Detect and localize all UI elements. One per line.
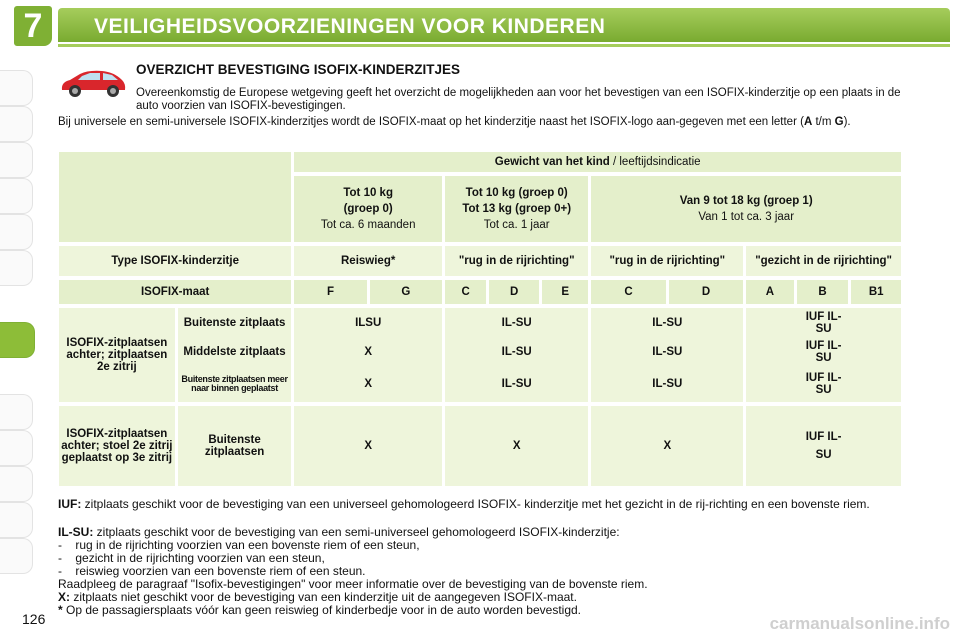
bullet-item: - reiswieg voorzien van een bovenste riem of een steun. bbox=[58, 564, 366, 578]
type-rear-facing-1: "rug in de rijrichting" bbox=[591, 246, 743, 276]
size-cell: D bbox=[489, 280, 539, 304]
row1-label: ISOFIX-zitplaatsen achter; zitplaatsen 2e zitrij bbox=[59, 308, 175, 402]
car-icon bbox=[58, 66, 128, 100]
bullet-item: - gezicht in de rijrichting voorzien van een steun, bbox=[58, 551, 325, 565]
chapter-tab[interactable] bbox=[0, 430, 33, 466]
row2-value-1: X bbox=[445, 406, 588, 486]
chapter-tabs bbox=[0, 70, 34, 590]
intro-paragraph: Overeenkomstig de Europese wetgeving geeft het overzicht de mogelijkheden aan voor het bevestigen van een ISOFIX-kinderzitje op een plaats in de auto voorzien van ISOFIX-bevestigingen. bbox=[136, 87, 901, 112]
note-iuf: IUF: zitplaats geschikt voor de bevestiging van een universeel gehomologeerd ISOFIX- kinderzitje met het gezicht in de rij-richting en een bovenste riem. bbox=[58, 497, 870, 511]
row2-value-3: IUF IL-SU bbox=[746, 406, 901, 486]
page-number: 126 bbox=[22, 611, 46, 627]
size-label: ISOFIX-maat bbox=[59, 280, 291, 304]
bullet-item: - rug in de rijrichting voorzien van een bovenste riem of een steun, bbox=[58, 538, 420, 552]
row2-label: ISOFIX-zitplaatsen achter; stoel 2e zitrij geplaatst op 3e zitrij bbox=[59, 406, 175, 486]
chapter-number-badge: 7 bbox=[14, 6, 52, 46]
intro2-mid: t/m bbox=[812, 116, 835, 128]
note-star: * Op de passagiersplaats vóór kan geen reiswieg of kinderbedje voor in de auto worden bevestigd. bbox=[58, 603, 582, 617]
type-carrycot: Reiswieg* bbox=[294, 246, 442, 276]
size-cell: D bbox=[669, 280, 743, 304]
chapter-tab-active[interactable] bbox=[0, 322, 35, 358]
letter-g: G bbox=[834, 116, 844, 128]
note-refer: Raadpleeg de paragraaf "Isofix-bevestigingen" voor meer informatie over de bevestiging van de bovenste riem. bbox=[58, 577, 648, 591]
chapter-tab[interactable] bbox=[0, 538, 33, 574]
note-x: X: zitplaats niet geschikt voor de bevestiging van een kinderzitje uit de aangegeven ISOFIX-maat. bbox=[58, 590, 577, 604]
chapter-tab[interactable] bbox=[0, 106, 33, 142]
chapter-tab[interactable] bbox=[0, 178, 33, 214]
isofix-table bbox=[56, 148, 904, 490]
group-0-header: Tot 10 kg (groep 0) Tot ca. 6 maanden bbox=[294, 176, 442, 242]
row1-values-2: IL-SU IL-SU IL-SU bbox=[591, 308, 743, 402]
row1-subs: Buitenste zitplaats Middelste zitplaats Buitenste zitplaatsen meer naar binnen geplaatst bbox=[178, 308, 292, 402]
group-1-header: Van 9 tot 18 kg (groep 1) Van 1 tot ca. 3 jaar bbox=[591, 176, 901, 242]
chapter-tab[interactable] bbox=[0, 214, 33, 250]
size-cell: C bbox=[445, 280, 486, 304]
type-rear-facing-0: "rug in de rijrichting" bbox=[445, 246, 588, 276]
chapter-tab[interactable] bbox=[0, 502, 33, 538]
page-title: VEILIGHEIDSVOORZIENINGEN VOOR KINDEREN bbox=[94, 15, 606, 38]
title-underline bbox=[58, 44, 950, 47]
intro2-end: ). bbox=[843, 116, 851, 128]
row2-value-0: X bbox=[294, 406, 442, 486]
size-cell: B1 bbox=[851, 280, 901, 304]
row1-values-0: ILSU X X bbox=[294, 308, 442, 402]
size-cell: G bbox=[370, 280, 442, 304]
row2-value-2: X bbox=[591, 406, 743, 486]
size-cell: E bbox=[542, 280, 588, 304]
size-cell: B bbox=[797, 280, 849, 304]
chapter-tab[interactable] bbox=[0, 70, 33, 106]
letter-a: A bbox=[803, 116, 813, 128]
size-cell: A bbox=[746, 280, 794, 304]
watermark: carmanualsonline.info bbox=[769, 614, 950, 633]
section-title: OVERZICHT BEVESTIGING ISOFIX-KINDERZITJES bbox=[136, 62, 461, 77]
chapter-tab[interactable] bbox=[0, 142, 33, 178]
size-cell: F bbox=[294, 280, 366, 304]
row1-values-1: IL-SU IL-SU IL-SU bbox=[445, 308, 588, 402]
intro2-text: Bij universele en semi-universele ISOFIX-kinderzitjes wordt de ISOFIX-maat op het kinderzitje naast het ISOFIX-logo aan-gegeven met een letter ( bbox=[58, 116, 804, 128]
chapter-tab[interactable] bbox=[0, 394, 33, 430]
group-0plus-header: Tot 10 kg (groep 0) Tot 13 kg (groep 0+) Tot ca. 1 jaar bbox=[445, 176, 588, 242]
row1-values-3: IUF IL-SU IUF IL-SU IUF IL-SU bbox=[746, 308, 901, 402]
note-ilsu: IL-SU: zitplaats geschikt voor de bevestiging van een semi-universeel gehomologeerd ISOFIX-kinderzitje: bbox=[58, 525, 620, 539]
corner-cell bbox=[59, 152, 291, 242]
title-bar bbox=[58, 8, 950, 42]
chapter-tab[interactable] bbox=[0, 466, 33, 502]
chapter-tab[interactable] bbox=[0, 250, 33, 286]
weight-header: Gewicht van het kind / leeftijdsindicatie bbox=[294, 152, 901, 172]
type-forward-facing: "gezicht in de rijrichting" bbox=[746, 246, 901, 276]
isofix-size-paragraph bbox=[58, 116, 906, 129]
type-label: Type ISOFIX-kinderzitje bbox=[59, 246, 291, 276]
size-cell: C bbox=[591, 280, 665, 304]
row2-sub: Buitenste zitplaatsen bbox=[178, 406, 292, 486]
